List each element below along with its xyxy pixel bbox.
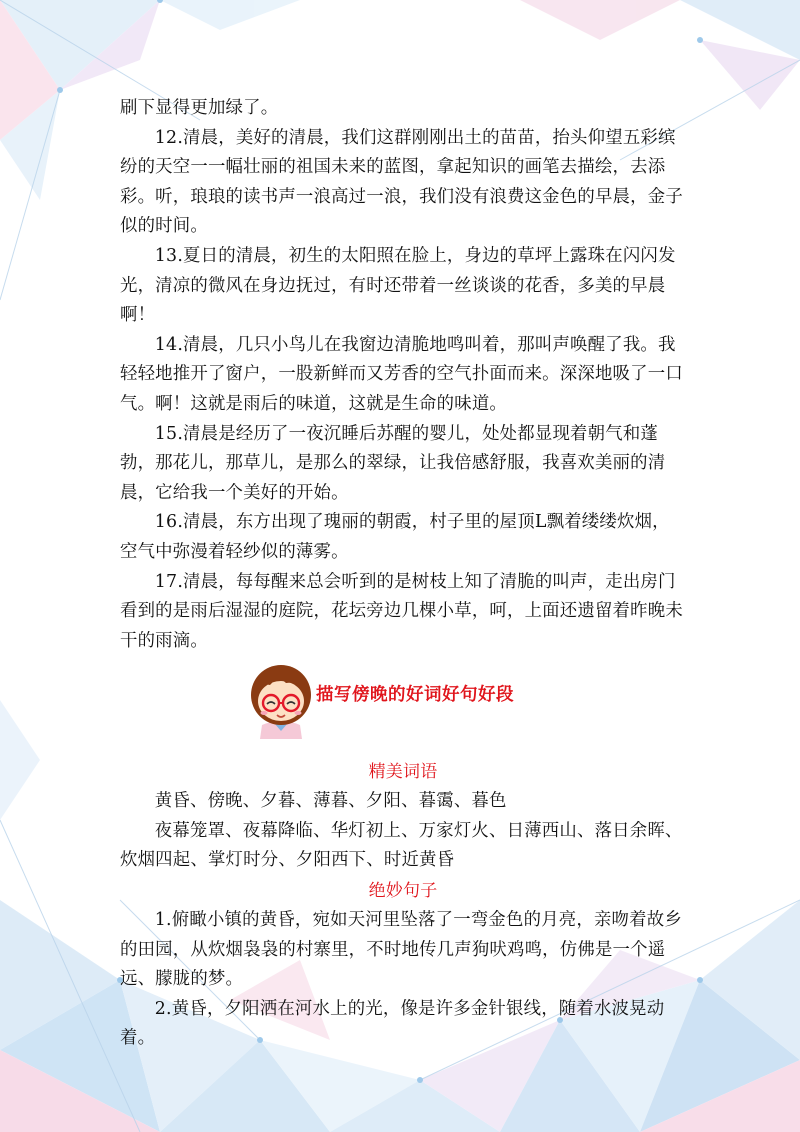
- paragraph-17: 17.清晨，每每醒来总会听到的是树枝上知了清脆的叫声，走出房门看到的是雨后湿湿的庭院，花坛旁边几棵小草，呵，上面还遗留着昨晚未干的雨滴。: [120, 571, 683, 651]
- words-line-1: 黄昏、傍晚、夕暮、薄暮、夕阳、暮霭、暮色: [154, 791, 507, 812]
- paragraph-12: 12.清晨，美好的清晨，我们这群刚刚出土的苗苗，抬头仰望五彩缤纷的天空一一幅壮丽的祖国未来的蓝图，拿起知识的画笔去描绘，去添彩。听，琅琅的读书声一浪高过一浪，我们没有浪费这金色的早晨，金子似的时间。: [120, 127, 683, 237]
- paragraph-15: 15.清晨是经历了一夜沉睡后苏醒的婴儿，处处都显现着朝气和蓬勃，那花儿，那草儿，是那么的翠绿，让我倍感舒服，我喜欢美丽的清晨，它给我一个美好的开始。: [120, 423, 666, 503]
- sentences-heading: 绝妙句子: [368, 881, 438, 902]
- paragraph-continuation: 刷下显得更加绿了。: [120, 98, 279, 118]
- sentence-1: 1.俯瞰小镇的黄昏，宛如天河里坠落了一弯金色的月亮，亲吻着故乡的田园，从炊烟袅袅的村寨里，不时地传几声狗吠鸡鸣，仿佛是一个遥远、朦胧的梦。: [120, 910, 682, 990]
- sentence-2: 2.黄昏，夕阳洒在河水上的光，像是许多金针银线，随着水波晃动着。: [120, 998, 665, 1049]
- girl-with-glasses-icon: [248, 659, 314, 739]
- paragraph-14: 14.清晨，几只小鸟儿在我窗边清脆地鸣叫着，那叫声唤醒了我。我轻轻地推开了窗户，一股新鲜而又芳香的空气扑面而来。深深地吸了一口气。啊！这就是雨后的味道，这就是生命的味道。: [120, 334, 683, 414]
- words-line-2: 夜幕笼罩、夜幕降临、华灯初上、万家灯火、日薄西山、落日余晖、炊烟四起、掌灯时分、夕阳西下、时近黄昏: [120, 820, 683, 871]
- document-body: [120, 94, 686, 1054]
- section-header: [120, 659, 686, 739]
- paragraph-16: 16.清晨，东方出现了瑰丽的朝霞，村子里的屋顶L飘着缕缕炊烟，空气中弥漫着轻纱似的薄雾。: [120, 512, 670, 562]
- paragraph-13: 13.夏日的清晨，初生的太阳照在脸上，身边的草坪上露珠在闪闪发光，清凉的微风在身边抚过，有时还带着一丝谈谈的花香，多美的早晨啊！: [120, 245, 676, 326]
- section-title: 描写傍晚的好词好句好段: [316, 685, 514, 706]
- words-heading: 精美词语: [368, 762, 438, 783]
